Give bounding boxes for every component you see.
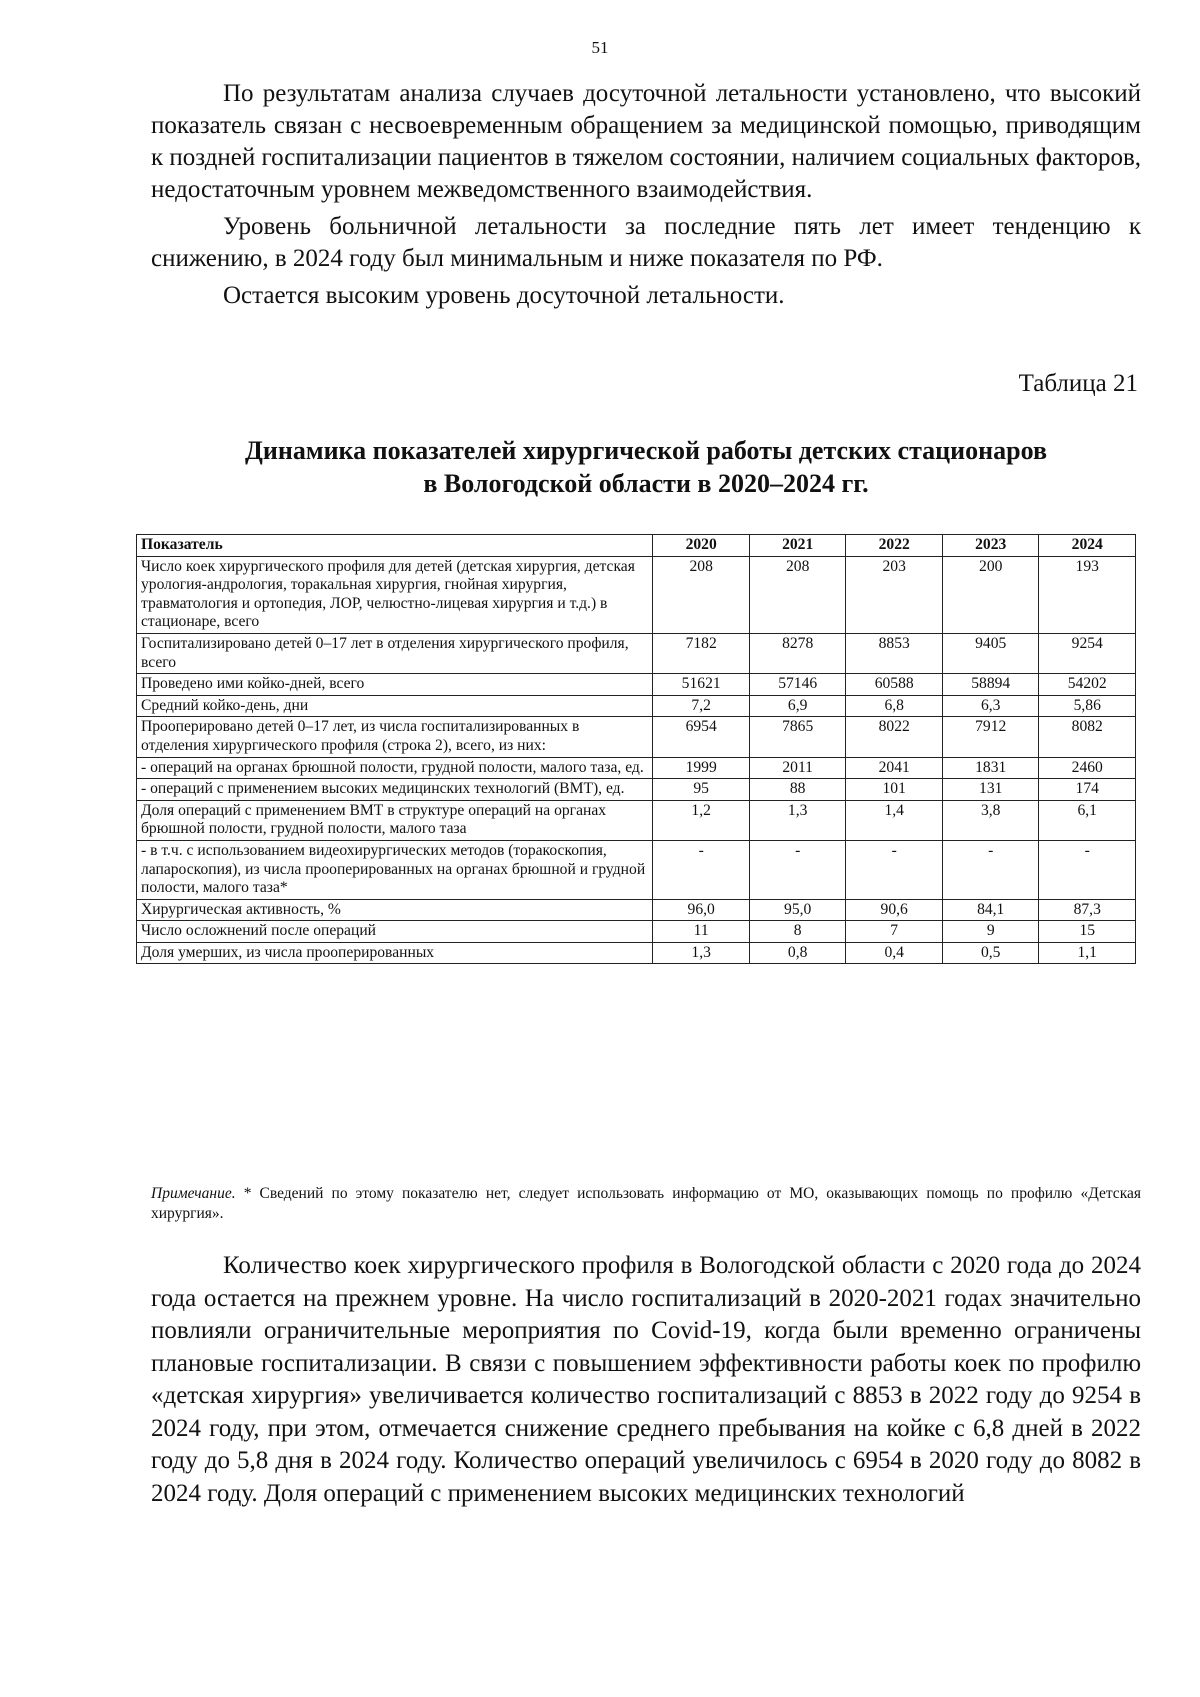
value-cell: 200 <box>942 556 1039 633</box>
value-cell: 96,0 <box>653 899 750 921</box>
value-cell: 9254 <box>1039 633 1136 673</box>
table-row <box>137 840 1136 899</box>
value-cell: 101 <box>846 779 943 801</box>
value-cell: 0,8 <box>749 942 846 964</box>
value-cell: 2460 <box>1039 757 1136 779</box>
table-header-row <box>137 535 1136 557</box>
value-cell: 3,8 <box>942 800 1039 840</box>
value-cell: 6954 <box>653 717 750 757</box>
indicator-cell: Число осложнений после операций <box>137 921 653 943</box>
indicator-cell: Доля умерших, из числа прооперированных <box>137 942 653 964</box>
value-cell: 87,3 <box>1039 899 1136 921</box>
surgery-stats-table <box>136 534 1136 964</box>
value-cell: 60588 <box>846 674 943 696</box>
intro-paragraph: Остается высоким уровень досуточной летальности. <box>223 282 785 309</box>
value-cell: 5,86 <box>1039 695 1136 717</box>
value-cell: 57146 <box>749 674 846 696</box>
value-cell: 2011 <box>749 757 846 779</box>
value-cell: 9405 <box>942 633 1039 673</box>
value-cell: 1,3 <box>653 942 750 964</box>
body-paragraph: Количество коек хирургического профиля в Вологодской области с 2020 года до 2024 года остается на прежнем уровне. На число госпитализаций в 2020-2021 годах значительно повлияли ограничительные мероприятия по Covid-19, когда были временно ограничены плановые госпитализации. В связи с повышением эффективности работы коек по профилю «детская хирургия» увеличивается количество госпитализаций с 8853 в 2022 году до 9254 в 2024 году, при этом, отмечается снижение среднего пребывания на койке с 6,8 дней в 2022 году до 5,8 дня в 2024 году. Количество операций увеличилось с 6954 в 2020 году до 8082 в 2024 году. Доля операций с применением высоких медицинских технологий <box>151 1252 1141 1507</box>
intro-paragraph: Уровень больничной летальности за последние пять лет имеет тенденцию к снижению, в 2024 году был минимальным и ниже показателя по РФ. <box>151 213 1141 272</box>
table-row <box>137 942 1136 964</box>
note-label: Примечание. <box>151 1185 236 1202</box>
table-row <box>137 779 1136 801</box>
header-cell: 2020 <box>653 535 750 557</box>
table-title-line: Динамика показателей хирургической работы детских стационаров <box>245 436 1047 465</box>
value-cell: 6,9 <box>749 695 846 717</box>
indicator-cell: - операций с применением высоких медицинских технологий (ВМТ), ед. <box>137 779 653 801</box>
value-cell: 8 <box>749 921 846 943</box>
value-cell: - <box>749 840 846 899</box>
value-cell: 8082 <box>1039 717 1136 757</box>
value-cell: 208 <box>749 556 846 633</box>
intro-text <box>151 78 1141 317</box>
value-cell: - <box>846 840 943 899</box>
table-row <box>137 757 1136 779</box>
header-cell: 2023 <box>942 535 1039 557</box>
value-cell: 6,8 <box>846 695 943 717</box>
value-cell: 1,4 <box>846 800 943 840</box>
value-cell: 7865 <box>749 717 846 757</box>
value-cell: 90,6 <box>846 899 943 921</box>
value-cell: - <box>653 840 750 899</box>
table-caption: Таблица 21 <box>1018 370 1138 397</box>
table-row <box>137 556 1136 633</box>
value-cell: 8278 <box>749 633 846 673</box>
intro-paragraph: По результатам анализа случаев досуточной летальности установлено, что высокий показатель связан с несвоевременным обращением за медицинской помощью, приводящим к поздней госпитализации пациентов в тяжелом состоянии, наличием социальных факторов, недостаточным уровнем межведомственного взаимодействия. <box>151 80 1141 203</box>
value-cell: 84,1 <box>942 899 1039 921</box>
table-row <box>137 633 1136 673</box>
value-cell: 7182 <box>653 633 750 673</box>
indicator-cell: Госпитализировано детей 0–17 лет в отделения хирургического профиля, всего <box>137 633 653 673</box>
table-row <box>137 921 1136 943</box>
table-note <box>151 1184 1141 1224</box>
value-cell: 0,4 <box>846 942 943 964</box>
value-cell: 8022 <box>846 717 943 757</box>
indicator-cell: Прооперировано детей 0–17 лет, из числа госпитализированных в отделения хирургического профиля (строка 2), всего, из них: <box>137 717 653 757</box>
value-cell: 8853 <box>846 633 943 673</box>
note-text: * Сведений по этому показателю нет, следует использовать информацию от МО, оказывающих помощь по профилю «Детская хирургия». <box>151 1185 1141 1222</box>
value-cell: 131 <box>942 779 1039 801</box>
value-cell: 51621 <box>653 674 750 696</box>
value-cell: 54202 <box>1039 674 1136 696</box>
value-cell: 6,3 <box>942 695 1039 717</box>
table-row <box>137 717 1136 757</box>
value-cell: 6,1 <box>1039 800 1136 840</box>
table-row <box>137 899 1136 921</box>
value-cell: 7,2 <box>653 695 750 717</box>
value-cell: 88 <box>749 779 846 801</box>
header-cell: 2022 <box>846 535 943 557</box>
value-cell: 7912 <box>942 717 1039 757</box>
value-cell: 58894 <box>942 674 1039 696</box>
table-row <box>137 800 1136 840</box>
value-cell: 1,1 <box>1039 942 1136 964</box>
value-cell: 1,3 <box>749 800 846 840</box>
indicator-cell: Хирургическая активность, % <box>137 899 653 921</box>
indicator-cell: Доля операций с применением ВМТ в структуре операций на органах брюшной полости, грудной полости, малого таза <box>137 800 653 840</box>
page-number: 51 <box>591 38 609 57</box>
value-cell: 95 <box>653 779 750 801</box>
header-cell: 2021 <box>749 535 846 557</box>
table-title-line: в Вологодской области в 2020–2024 гг. <box>423 469 869 498</box>
value-cell: 193 <box>1039 556 1136 633</box>
value-cell: 208 <box>653 556 750 633</box>
header-cell: Показатель <box>137 535 653 557</box>
value-cell: 174 <box>1039 779 1136 801</box>
value-cell: 1999 <box>653 757 750 779</box>
indicator-cell: Проведено ими койко-дней, всего <box>137 674 653 696</box>
value-cell: 9 <box>942 921 1039 943</box>
value-cell: 95,0 <box>749 899 846 921</box>
value-cell: 15 <box>1039 921 1136 943</box>
indicator-cell: Число коек хирургического профиля для детей (детская хирургия, детская урология-андрология, торакальная хирургия, гнойная хирургия, травматология и ортопедия, ЛОР, челюстно-лицевая хирургия и т.д.) в стационаре, всего <box>137 556 653 633</box>
table-title <box>150 434 1142 500</box>
value-cell: 7 <box>846 921 943 943</box>
value-cell: - <box>1039 840 1136 899</box>
value-cell: 1,2 <box>653 800 750 840</box>
value-cell: 0,5 <box>942 942 1039 964</box>
indicator-cell: Средний койко-день, дни <box>137 695 653 717</box>
value-cell: 1831 <box>942 757 1039 779</box>
indicator-cell: - операций на органах брюшной полости, грудной полости, малого таза, ед. <box>137 757 653 779</box>
table-row <box>137 695 1136 717</box>
table-row <box>137 674 1136 696</box>
header-cell: 2024 <box>1039 535 1136 557</box>
value-cell: 203 <box>846 556 943 633</box>
value-cell: 2041 <box>846 757 943 779</box>
indicator-cell: - в т.ч. с использованием видеохирургических методов (торакоскопия, лапароскопия), из числа прооперированных на органах брюшной и грудной полости, малого таза* <box>137 840 653 899</box>
value-cell: - <box>942 840 1039 899</box>
value-cell: 11 <box>653 921 750 943</box>
